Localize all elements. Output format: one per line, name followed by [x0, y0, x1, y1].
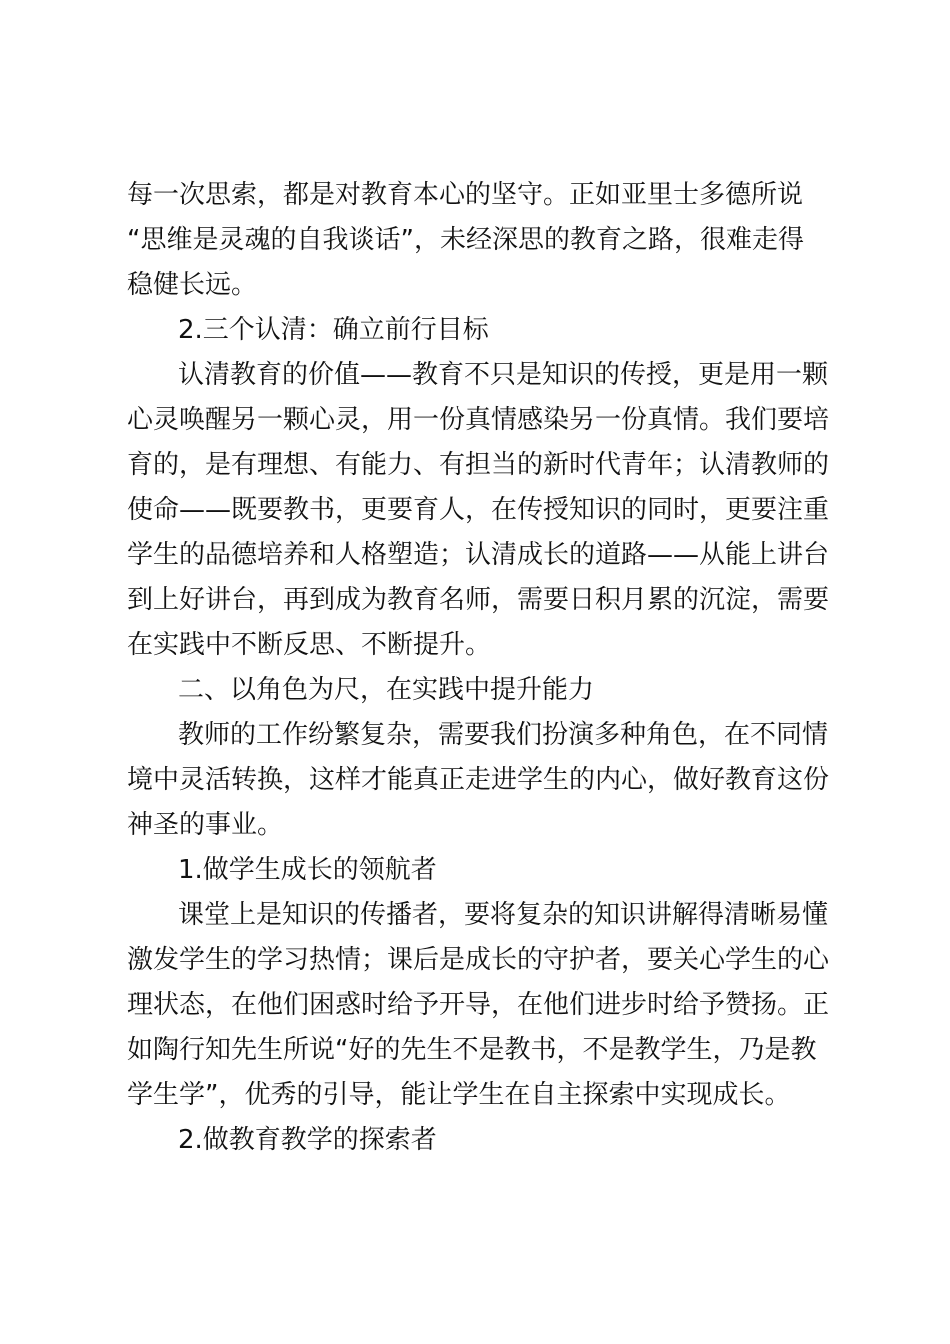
- body-text-line: 神圣的事业。: [127, 810, 284, 840]
- body-text-line: 育的，是有理想、有能力、有担当的新时代青年；认清教师的: [127, 450, 830, 480]
- body-text-line: 稳健长远。: [127, 270, 258, 300]
- body-text-line: 教师的工作纷繁复杂，需要我们扮演多种角色，在不同情: [178, 720, 829, 750]
- body-text-line: 如陶行知先生所说“好的先生不是教书，不是教学生，乃是教: [127, 1035, 817, 1065]
- body-text-line: 每一次思索，都是对教育本心的坚守。正如亚里士多德所说: [127, 180, 804, 210]
- body-text-line: 激发学生的学习热情；课后是成长的守护者，要关心学生的心: [127, 945, 830, 975]
- body-text-line: 境中灵活转换，这样才能真正走进学生的内心，做好教育这份: [127, 765, 830, 795]
- body-text-line: 使命——既要教书，更要育人，在传授知识的同时，更要注重: [127, 495, 830, 525]
- section-heading: 二、以角色为尺，在实践中提升能力: [178, 675, 595, 705]
- body-text-line: 心灵唤醒另一颗心灵，用一份真情感染另一份真情。我们要培: [127, 405, 830, 435]
- body-text-line: 学生学”，优秀的引导，能让学生在自主探索中实现成长。: [127, 1080, 791, 1110]
- body-text-line: 到上好讲台，再到成为教育名师，需要日积月累的沉淀，需要: [127, 585, 830, 615]
- body-text-line: 认清教育的价值——教育不只是知识的传授，更是用一颗: [178, 360, 829, 390]
- body-text-line: 学生的品德培养和人格塑造；认清成长的道路——从能上讲台: [127, 540, 830, 570]
- body-text-line: 在实践中不断反思、不断提升。: [127, 630, 492, 660]
- subsection-heading: 2.三个认清：确立前行目标: [178, 315, 489, 345]
- subsection-heading: 2.做教育教学的探索者: [178, 1125, 437, 1155]
- subsection-heading: 1.做学生成长的领航者: [178, 855, 437, 885]
- body-text-line: 课堂上是知识的传播者，要将复杂的知识讲解得清晰易懂: [178, 900, 829, 930]
- body-text-line: “思维是灵魂的自我谈话”，未经深思的教育之路，很难走得: [127, 225, 804, 255]
- body-text-line: 理状态，在他们困惑时给予开导，在他们进步时给予赞扬。正: [127, 990, 830, 1020]
